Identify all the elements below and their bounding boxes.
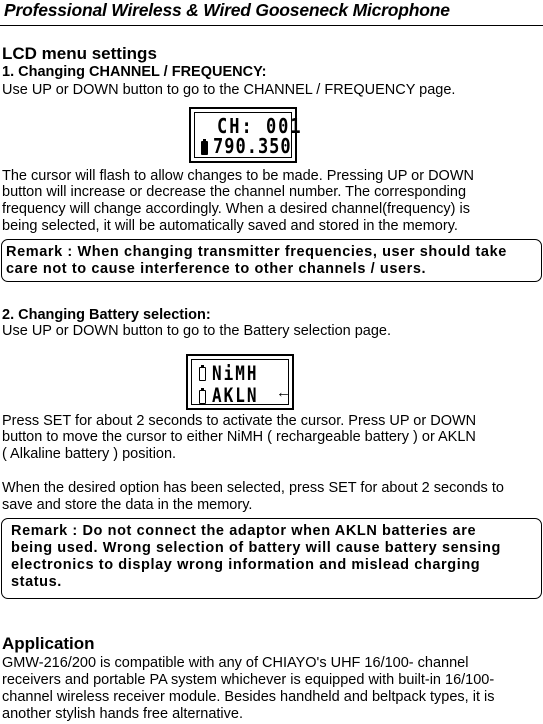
- channel-heading: 1. Changing CHANNEL / FREQUENCY:: [2, 64, 267, 80]
- battery-empty-icon: [199, 365, 206, 383]
- application-body-4: another stylish hands free alternative.: [2, 706, 243, 722]
- channel-intro: Use UP or DOWN button to go to the CHANNEL / FREQUENCY page.: [2, 82, 456, 98]
- channel-remark-box: [1, 239, 542, 282]
- battery-remark-line-1: Remark : Do not connect the adaptor when AKLN batteries are: [11, 523, 477, 539]
- battery-lcd-display: [186, 354, 294, 410]
- battery-empty-icon: [199, 388, 206, 406]
- battery-body-2: button to move the cursor to either NiMH ( rechargeable battery ) or AKLN: [2, 429, 476, 445]
- battery-remark-line-3: electronics to display wrong information and mislead charging: [11, 557, 481, 573]
- channel-body-4: being selected, it will be automatically saved and stored in the memory.: [2, 218, 458, 234]
- lcd-screen: [194, 112, 303, 159]
- document-header: Professional Wireless & Wired Gooseneck Microphone: [4, 0, 450, 20]
- battery-remark-line-2: being used. Wrong selection of battery will cause battery sensing: [11, 540, 501, 556]
- battery-remark-line-4: status.: [11, 574, 62, 590]
- channel-remark-line-2: care not to cause interference to other channels / users.: [6, 261, 427, 277]
- application-body-3: channel wireless receiver module. Besides handheld and beltpack types, it is: [2, 689, 495, 705]
- battery-intro: Use UP or DOWN button to go to the Battery selection page.: [2, 323, 392, 339]
- cursor-arrow-icon: ←: [276, 384, 291, 401]
- lcd-section-title: LCD menu settings: [2, 44, 157, 63]
- channel-body-2: button will increase or decrease the channel number. The corresponding: [2, 184, 467, 200]
- battery-body-1: Press SET for about 2 seconds to activate the cursor. Press UP or DOWN: [2, 413, 477, 429]
- channel-body-1: The cursor will flash to allow changes to be made. Pressing UP or DOWN: [2, 168, 474, 184]
- battery-remark-box: [1, 518, 542, 599]
- application-body-1: GMW-216/200 is compatible with any of CHIAYO's UHF 16/100- channel: [2, 655, 469, 671]
- application-title: Application: [2, 634, 95, 653]
- battery-heading: 2. Changing Battery selection:: [2, 307, 211, 323]
- battery-body-5: save and store the data in the memory.: [2, 497, 253, 513]
- lcd-frequency-line: 790.350: [213, 135, 292, 159]
- lcd-screen: [191, 359, 289, 405]
- channel-remark-line-1: Remark : When changing transmitter frequencies, user should take: [6, 244, 507, 260]
- application-body-2: receivers and portable PA system whichever is equipped with built-in 16/100-: [2, 672, 495, 688]
- lcd-akln-option: AKLN: [212, 384, 259, 407]
- battery-body-3: ( Alkaline battery ) position.: [2, 446, 177, 462]
- header-divider: [0, 25, 543, 26]
- battery-body-4: When the desired option has been selected, press SET for about 2 seconds to: [2, 480, 504, 496]
- lcd-channel-line: CH: 001: [217, 115, 303, 139]
- channel-lcd-display: [189, 107, 303, 163]
- lcd-nimh-option: NiMH: [212, 362, 259, 385]
- battery-full-icon: [201, 139, 208, 157]
- channel-body-3: frequency will change accordingly. When a desired channel(frequency) is: [2, 201, 471, 217]
